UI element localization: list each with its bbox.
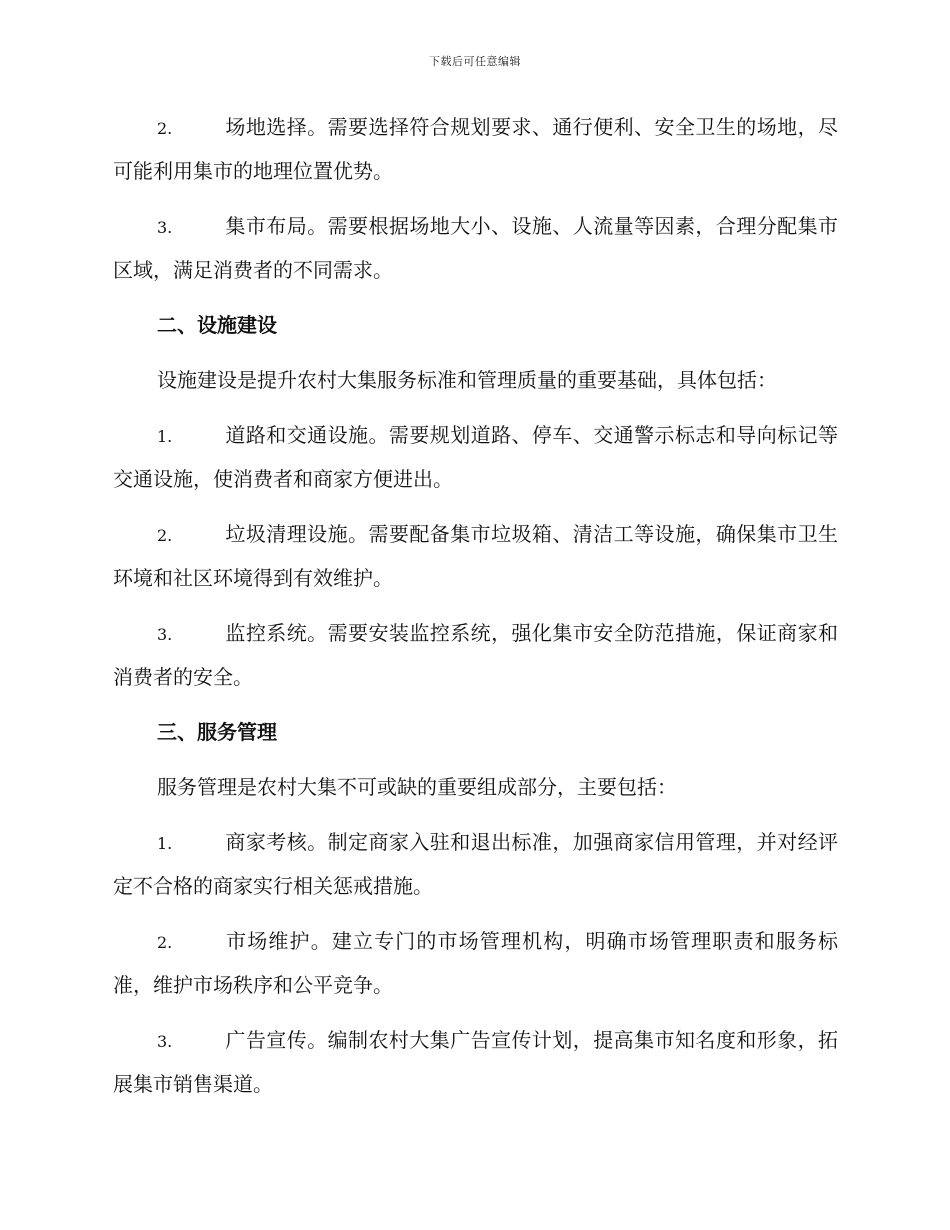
- list-item: [113, 612, 838, 699]
- list-text: 集市布局。需要根据场地大小、设施、人流量等因素，合理分配集市区域，满足消费者的不同需求。: [113, 214, 838, 282]
- list-text: 垃圾清理设施。需要配备集市垃圾箱、清洁工等设施，确保集市卫生环境和社区环境得到有效维护。: [113, 522, 838, 590]
- list-item: [113, 205, 838, 292]
- list-number: 3.: [157, 625, 173, 644]
- section-intro: 服务管理是农村大集不可或缺的重要组成部分，主要包括：: [157, 775, 677, 799]
- list-text: 市场维护。建立专门的市场管理机构，明确市场管理职责和服务标准，维护市场秩序和公平竞争。: [113, 929, 838, 997]
- list-item: [113, 414, 838, 501]
- list-number: 2.: [157, 119, 173, 138]
- list-number: 3.: [157, 218, 173, 237]
- list-text: 广告宣传。编制农村大集广告宣传计划，提高集市知名度和形象，拓展集市销售渠道。: [113, 1028, 838, 1096]
- page-header: 下载后可任意编辑: [429, 55, 521, 68]
- list-number: 2.: [157, 526, 173, 545]
- list-number: 1.: [157, 427, 173, 446]
- list-number: 1.: [157, 834, 173, 853]
- list-text: 商家考核。制定商家入驻和退出标准，加强商家信用管理，并对经评定不合格的商家实行相关惩戒措施。: [113, 830, 838, 898]
- section-heading-service: 三、服务管理: [157, 720, 277, 744]
- section-intro: 设施建设是提升农村大集服务标准和管理质量的重要基础，具体包括：: [157, 368, 777, 392]
- list-item: [113, 920, 838, 1007]
- list-item: [113, 821, 838, 908]
- list-number: 3.: [157, 1032, 173, 1051]
- section-heading-facilities: 二、设施建设: [157, 313, 277, 337]
- document-body: [113, 106, 838, 1118]
- list-text: 场地选择。需要选择符合规划要求、通行便利、安全卫生的场地，尽可能利用集市的地理位置优势。: [113, 115, 838, 183]
- list-item: [113, 106, 838, 193]
- list-text: 道路和交通设施。需要规划道路、停车、交通警示标志和导向标记等交通设施，使消费者和商家方便进出。: [113, 423, 838, 491]
- list-item: [113, 513, 838, 600]
- list-number: 2.: [157, 933, 173, 952]
- list-text: 监控系统。需要安装监控系统，强化集市安全防范措施，保证商家和消费者的安全。: [113, 621, 838, 689]
- list-item: [113, 1019, 838, 1106]
